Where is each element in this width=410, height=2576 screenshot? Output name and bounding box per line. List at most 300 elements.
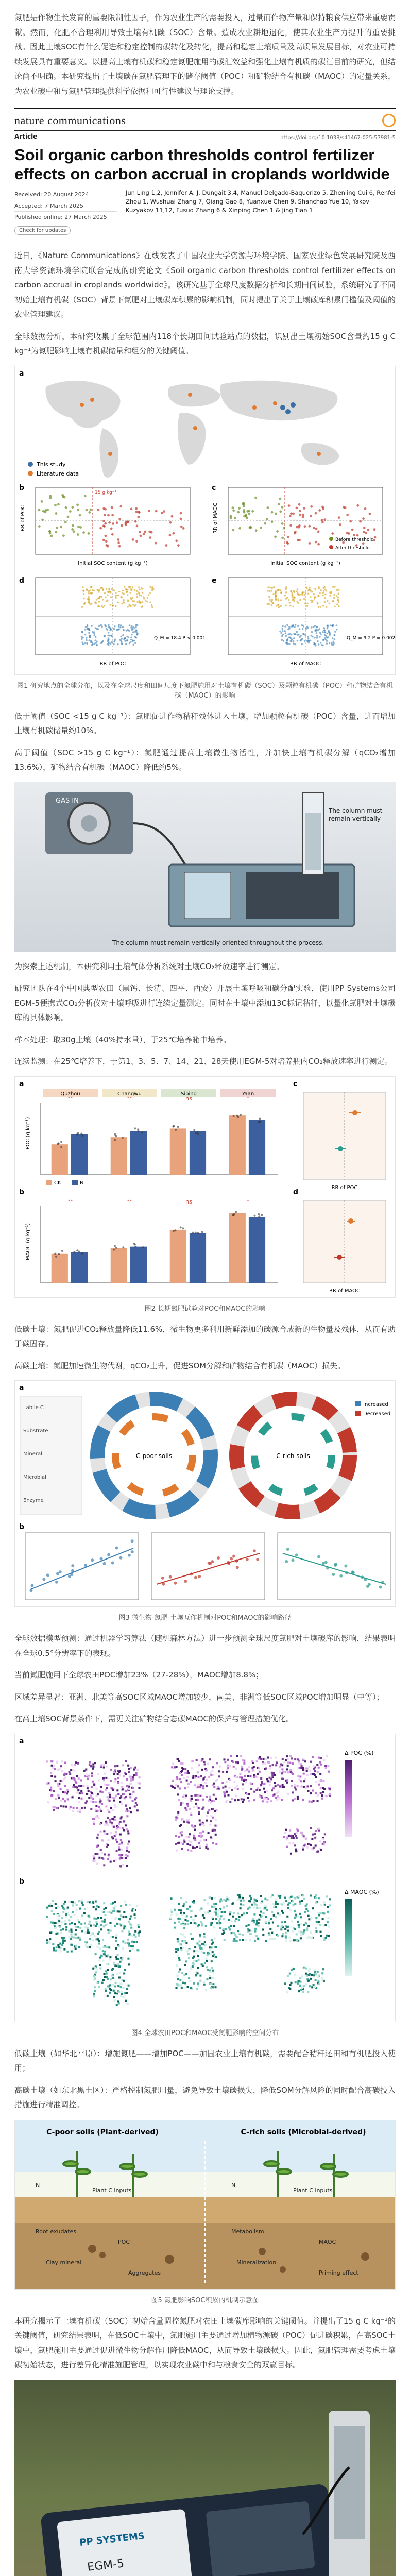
map-cell <box>69 1807 71 1809</box>
map-cell <box>105 1805 107 1807</box>
map-cell <box>304 1760 306 1762</box>
map-cell <box>275 1916 277 1918</box>
map-cell <box>65 1913 67 1916</box>
map-cell <box>200 1921 202 1923</box>
fig5-mineralization: Mineralization <box>236 2259 277 2266</box>
map-cell <box>107 1784 109 1786</box>
map-cell <box>252 1918 254 1920</box>
map-cell <box>213 1926 215 1928</box>
map-cell <box>65 1928 67 1930</box>
map-cell <box>210 1836 212 1838</box>
map-cell <box>55 1780 57 1782</box>
map-cell <box>213 1782 215 1784</box>
map-cell <box>218 1909 220 1911</box>
map-cell <box>120 1914 122 1917</box>
map-cell <box>73 1784 75 1786</box>
beeswarm-point <box>117 629 119 631</box>
scatter-point <box>292 512 295 515</box>
beeswarm-point <box>81 636 83 638</box>
map-cell <box>125 1796 127 1798</box>
beeswarm-point <box>326 632 328 634</box>
map-cell <box>249 1933 251 1935</box>
map-cell <box>290 1896 292 1898</box>
panel-b-plot <box>20 487 190 566</box>
map-cell <box>100 1924 102 1926</box>
beeswarm-point <box>303 598 305 600</box>
scatter-point <box>102 538 105 541</box>
map-cell <box>289 1761 292 1764</box>
map-cell <box>91 1772 93 1774</box>
map-cell <box>106 1972 108 1974</box>
map-cell <box>128 1944 130 1946</box>
map-cell <box>190 1781 192 1783</box>
gas-analyzer-photo <box>14 782 396 952</box>
map-cell <box>92 1801 94 1803</box>
beeswarm-point <box>333 642 335 645</box>
correlation-point <box>217 1556 220 1560</box>
fig5-n-left: N <box>36 2181 40 2189</box>
map-cell <box>327 1906 329 1908</box>
map-cell <box>292 1799 294 1801</box>
map-cell <box>188 1957 190 1959</box>
map-cell <box>180 1802 182 1804</box>
map-cell <box>117 1773 119 1775</box>
scatter-point <box>143 533 145 535</box>
map-cell <box>272 1894 274 1896</box>
beeswarm-point <box>294 626 296 628</box>
scatter-point <box>61 494 64 496</box>
map-cell <box>184 1974 186 1976</box>
map-cell <box>206 1966 208 1968</box>
beeswarm-point <box>305 634 307 636</box>
beeswarm-point <box>122 634 124 636</box>
map-cell <box>308 1843 310 1845</box>
map-cell <box>285 1838 287 1840</box>
map-cell <box>320 1792 322 1794</box>
beeswarm-point <box>314 588 316 590</box>
map-cell <box>255 1935 258 1937</box>
map-cell <box>286 1768 288 1770</box>
map-cell <box>103 1902 105 1904</box>
map-cell <box>255 1789 258 1791</box>
map-cell <box>135 1802 137 1804</box>
map-cell <box>243 1798 245 1800</box>
map-cell <box>96 1921 98 1923</box>
map-cell <box>90 1808 92 1810</box>
map-cell <box>121 1991 123 1993</box>
beeswarm-point <box>319 632 321 634</box>
bar-ck <box>170 1128 186 1175</box>
map-cell <box>60 1765 62 1767</box>
map-cell <box>203 1917 205 1919</box>
map-cell <box>177 1948 179 1951</box>
map-cell <box>117 1954 119 1956</box>
map-cell <box>125 1760 127 1762</box>
map-cell <box>229 1778 231 1781</box>
map-cell <box>260 1784 262 1786</box>
correlation-point <box>91 1558 94 1562</box>
map-cell <box>300 1989 302 1991</box>
map-cell <box>246 1793 248 1795</box>
beeswarm-point <box>323 590 325 592</box>
correlation-point <box>169 1575 172 1579</box>
map-cell <box>77 1919 79 1921</box>
map-cell <box>61 1760 63 1762</box>
beeswarm-point <box>145 599 147 601</box>
map-cell <box>264 1791 266 1793</box>
map-cell <box>256 1921 258 1923</box>
map-cell <box>253 1799 255 1801</box>
article-title: Soil organic carbon thresholds control fertilizer effects on carbon accrual in croplands worldwide <box>14 146 390 183</box>
beeswarm-point <box>149 601 151 603</box>
map-cell <box>284 1832 286 1834</box>
scatter-point <box>49 497 52 499</box>
map-cell <box>241 1778 243 1781</box>
significance-mark: ns <box>185 1198 192 1205</box>
map-cell <box>122 1956 124 1958</box>
map-cell <box>203 1933 206 1935</box>
scatter-point <box>279 497 282 500</box>
beeswarm-point <box>143 596 145 598</box>
map-cell <box>306 1770 308 1772</box>
scatter-point <box>362 517 365 520</box>
map-cell <box>63 1937 65 1939</box>
map-cell <box>265 1940 267 1942</box>
map-cell <box>121 1848 123 1850</box>
map-cell <box>178 1909 180 1911</box>
map-cell <box>198 1784 200 1786</box>
map-cell <box>119 1982 121 1985</box>
map-cell <box>250 1782 252 1784</box>
global-paragraph-4: 在高土壤SOC背景条件下，需更关注矿物结合态碳MAOC的保护与管理措施优化。 <box>14 1714 294 1724</box>
map-cell <box>211 1946 213 1948</box>
map-cell <box>305 1787 307 1789</box>
map-cell <box>120 1905 122 1907</box>
correlation-point <box>103 1562 106 1565</box>
correlation-point <box>344 1565 347 1568</box>
scatter-point <box>251 510 254 513</box>
beeswarm-point <box>81 641 83 643</box>
beeswarm-point <box>312 600 314 602</box>
map-cell <box>95 1805 97 1807</box>
group-enzyme: Enzyme <box>23 1498 44 1504</box>
map-cell <box>90 1934 92 1936</box>
map-cell <box>186 1803 188 1805</box>
map-cell <box>178 1841 180 1843</box>
map-cell <box>205 1989 207 1991</box>
map-cell <box>57 1914 59 1917</box>
map-cell <box>96 1795 98 1797</box>
map-cell <box>60 1800 62 1802</box>
map-cell <box>265 1767 267 1769</box>
beeswarm-point <box>318 595 320 597</box>
map-cell <box>134 1930 136 1932</box>
figure-5 <box>14 2120 396 2290</box>
map-cell <box>120 1924 122 1926</box>
scatter-point <box>135 507 138 510</box>
correlation-point <box>324 1561 328 1564</box>
beeswarm-point <box>296 601 298 603</box>
map-cell <box>123 1980 125 1982</box>
correlation-point <box>235 1560 238 1563</box>
bar-n <box>190 1131 206 1175</box>
map-cell <box>60 1950 62 1952</box>
beeswarm-point <box>291 592 293 594</box>
scatter-point <box>42 510 45 512</box>
map-cell <box>59 1768 61 1770</box>
map-cell <box>238 1896 241 1898</box>
map-cell <box>281 1768 283 1770</box>
map-cell <box>230 1920 232 1922</box>
bar-replicate-point <box>122 1137 124 1139</box>
bar-replicate-point <box>114 1133 116 1136</box>
map-cell <box>204 1962 206 1964</box>
map-cell <box>86 1774 88 1776</box>
beeswarm-point <box>331 643 333 646</box>
panel-c-ylabel: RR of MAOC <box>213 502 218 534</box>
correlation-point <box>339 1574 343 1578</box>
article-doi[interactable]: https://doi.org/10.1038/s41467-025-57981-5 <box>280 135 396 141</box>
bar-replicate-point <box>115 1247 117 1249</box>
map-cell <box>294 1786 296 1788</box>
map-cell <box>199 1832 201 1834</box>
fig5-aggregates: Aggregates <box>128 2269 161 2276</box>
beeswarm-point <box>317 629 319 631</box>
map-cell <box>170 1897 173 1900</box>
beeswarm-point <box>131 629 133 631</box>
map-cell <box>313 1768 315 1770</box>
map-cell <box>171 1766 173 1768</box>
map-cell <box>231 1932 233 1934</box>
map-cell <box>266 1909 268 1911</box>
map-cell <box>112 1902 114 1904</box>
map-cell <box>177 1954 179 1956</box>
beeswarm-point <box>111 588 113 590</box>
map-cell <box>113 1773 115 1775</box>
beeswarm-point <box>332 625 334 627</box>
results1-paragraph-1: 低于阈值（SOC <15 g C kg⁻¹）：氮肥促进作物秸秆残体进入土壤，增加颗粒有机碳（POC）含量，进而增加土壤有机碳储量约10%。 <box>14 711 396 736</box>
map-cell <box>184 1919 186 1921</box>
map-cell <box>201 1924 203 1926</box>
map-cell <box>104 1918 106 1920</box>
map-cell <box>315 1792 317 1794</box>
beeswarm-point <box>293 637 295 639</box>
map-cell <box>119 1797 121 1799</box>
map-cell <box>237 1912 239 1914</box>
map-cell <box>183 1777 185 1779</box>
correlation-point <box>84 1564 87 1567</box>
map-cell <box>111 1836 113 1838</box>
bar-replicate-point <box>173 1230 175 1232</box>
map-cell <box>265 1916 267 1918</box>
map-cell <box>106 1787 108 1789</box>
map-cell <box>275 1899 277 1901</box>
beeswarm-point <box>278 589 280 591</box>
summary-paragraph-2: 全球数据分析，本研究收集了全球范围内118个长期田间试验站点的数据，识别出土壤初始SOC含量约15 g C kg⁻¹为氮肥影响土壤有机碳储量和组分的关键阈值。 <box>14 331 396 356</box>
scatter-point <box>267 506 269 509</box>
map-cell <box>123 1972 125 1974</box>
beeswarm-point <box>126 635 128 637</box>
map-cell <box>272 1764 274 1766</box>
map-cell <box>295 1848 297 1850</box>
map-cell <box>218 1775 220 1777</box>
map-cell <box>136 1905 138 1907</box>
panel-d-xlabel: RR of POC <box>99 660 126 667</box>
map-cell <box>128 1984 130 1986</box>
map-cell <box>71 1950 73 1952</box>
scatter-point <box>41 500 43 503</box>
map-cell <box>281 1935 283 1937</box>
map-cell <box>186 1908 189 1910</box>
bar-replicate-point <box>173 1125 175 1127</box>
map-cell <box>64 1785 66 1787</box>
map-cell <box>237 1799 240 1801</box>
scatter-point <box>118 545 121 547</box>
map-cell <box>58 1795 60 1797</box>
map-cell <box>212 1977 214 1979</box>
map-cell <box>324 1765 327 1767</box>
map-cell <box>114 1985 116 1987</box>
map-cell <box>135 1774 138 1776</box>
beeswarm-point <box>88 602 90 604</box>
map-cell <box>169 1917 172 1919</box>
egm5-illustration <box>14 2380 396 2576</box>
scatter-point <box>356 534 359 536</box>
beeswarm-point <box>141 601 143 603</box>
map-cell <box>182 1981 184 1984</box>
map-cell <box>243 1762 245 1764</box>
map-cell <box>75 1933 77 1935</box>
map-cell <box>63 1908 65 1910</box>
map-cell <box>118 1771 120 1773</box>
bar-ck <box>111 1248 127 1283</box>
map-cell <box>119 1774 121 1776</box>
map-cell <box>318 1783 320 1785</box>
check-updates-button[interactable]: Check for updates <box>14 226 71 235</box>
beeswarm-point <box>324 597 326 599</box>
map-cell <box>99 1823 101 1825</box>
map-cell <box>113 1910 115 1912</box>
scatter-point <box>309 524 311 527</box>
map-cell <box>240 1899 242 1901</box>
beeswarm-point <box>283 640 285 642</box>
scatter-point <box>88 511 91 514</box>
beeswarm-point <box>126 589 128 591</box>
map-cell <box>289 1972 291 1974</box>
correlation-point <box>317 1555 320 1558</box>
scatter-point <box>139 531 141 533</box>
map-cell <box>304 1911 306 1913</box>
map-cell <box>224 1795 226 1797</box>
beeswarm-point <box>110 596 112 598</box>
beeswarm-point <box>320 642 322 644</box>
beeswarm-point <box>281 639 283 641</box>
figure-5-svg <box>15 2120 395 2289</box>
map-cell <box>301 1785 303 1787</box>
beeswarm-point <box>270 601 272 603</box>
map-cell <box>103 1908 105 1910</box>
beeswarm-point <box>338 605 340 607</box>
correlation-point <box>292 1558 295 1562</box>
map-cell <box>239 1939 241 1941</box>
map-cell <box>281 1921 283 1923</box>
rr-maoc-label: RR of MAOC <box>329 1287 361 1294</box>
beeswarm-point <box>333 597 335 599</box>
map-cell <box>110 1978 112 1980</box>
map-cell <box>175 1948 177 1950</box>
map-cell <box>114 1992 116 1994</box>
scatter-point <box>364 507 367 510</box>
beeswarm-point <box>285 635 287 637</box>
map-cell <box>123 1857 125 1859</box>
map-cell <box>302 1848 304 1850</box>
beeswarm-point <box>136 596 139 598</box>
map-cell <box>113 1825 115 1827</box>
map-cell <box>279 1903 281 1905</box>
map-cell <box>70 1916 72 1918</box>
scatter-point <box>148 530 151 533</box>
map-cell <box>177 1938 179 1940</box>
map-cell <box>105 1914 107 1916</box>
map-cell <box>213 1953 215 1955</box>
map-cell <box>268 1934 270 1936</box>
scatter-point <box>243 515 246 517</box>
map-cell <box>73 1769 75 1771</box>
map-cell <box>96 1862 98 1865</box>
map-cell <box>177 1814 179 1816</box>
map-cell <box>69 1771 71 1773</box>
beeswarm-point <box>284 625 286 628</box>
map-cell <box>198 1958 200 1960</box>
map-cell <box>311 1848 313 1850</box>
map-cell <box>105 1988 107 1990</box>
map-cell <box>128 1788 130 1790</box>
map-cell <box>253 1906 255 1908</box>
beeswarm-point <box>275 599 277 601</box>
bar-replicate-point <box>54 1252 56 1255</box>
map-cell <box>207 1902 209 1904</box>
map-cell <box>238 1898 241 1900</box>
map-cell <box>115 1940 117 1942</box>
map-cell <box>234 1781 236 1783</box>
beeswarm-point <box>117 643 119 645</box>
bar-replicate-point <box>193 1129 195 1131</box>
beeswarm-point <box>329 602 331 604</box>
scatter-point <box>77 509 79 511</box>
map-cell <box>298 1926 300 1928</box>
beeswarm-point <box>84 633 87 635</box>
svg-text:b: b <box>19 1188 25 1196</box>
map-cell <box>199 1979 201 1981</box>
map-cell <box>78 1900 80 1902</box>
map-cell <box>117 1782 119 1784</box>
map-cell <box>293 1968 295 1970</box>
fig5-plant-c-left: Plant C inputs <box>92 2187 132 2194</box>
map-cell <box>126 1865 128 1867</box>
map-cell <box>309 1769 311 1771</box>
scatter-point <box>82 531 85 534</box>
map-cell <box>284 1761 286 1763</box>
map-cell <box>116 2004 118 2006</box>
map-cell <box>126 1828 128 1830</box>
legend-poc-map: Δ POC (%) <box>345 1749 374 1756</box>
scatter-point <box>286 541 288 544</box>
map-cell <box>318 1983 320 1985</box>
beeswarm-point <box>117 601 119 603</box>
group-substrate: Substrate <box>23 1428 48 1434</box>
map-cell <box>287 1761 289 1764</box>
beeswarm-point <box>126 639 128 641</box>
